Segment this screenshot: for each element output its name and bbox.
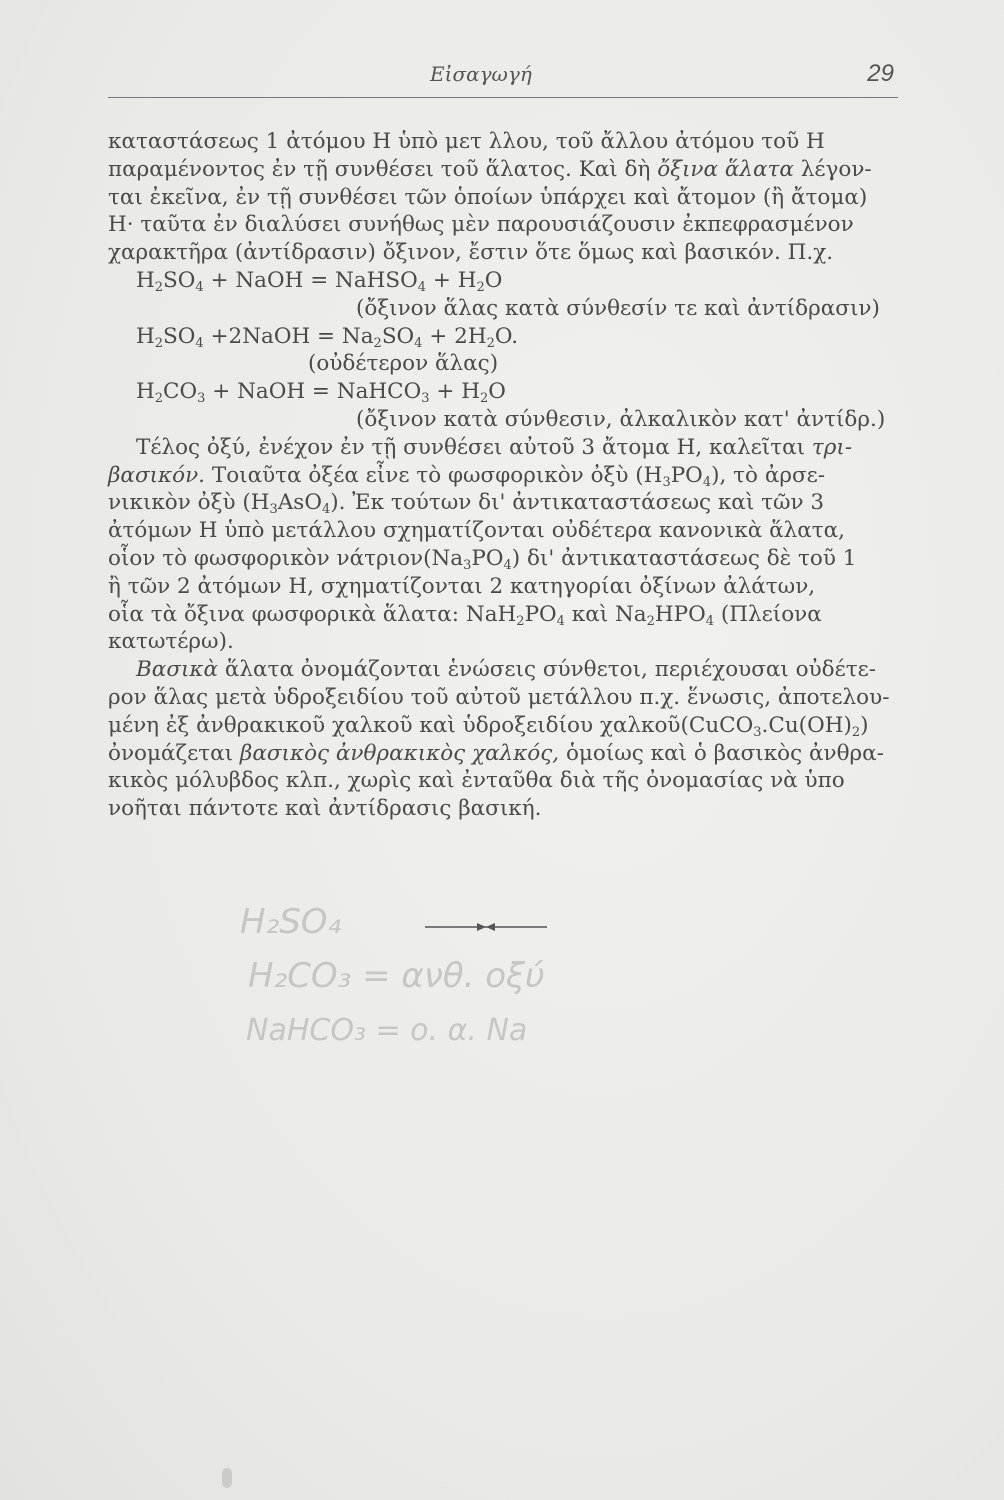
handwritten-annotation <box>240 895 600 1055</box>
text-line: κικὸς μόλυβδος κλπ., χωρὶς καὶ ἐνταῦθα διὰ τῆς ὀνομασίας νὰ ὑπο <box>108 768 845 794</box>
text-line: Η· ταῦτα ἐν διαλύσει συνήθως μὲν παρουσιάζουσιν ἐκπεφρασμένον <box>108 212 854 238</box>
handwriting-line-3: NaHCO₃ = ο. α. Na <box>246 1013 528 1048</box>
body-text <box>108 128 898 823</box>
text-line: ἢ τῶν 2 ἀτόμων Η, σχηματίζονται 2 κατηγορίαι ὀξίνων ἀλάτων, <box>108 573 816 599</box>
equation-1-note: (ὄξινον ἅλας κατὰ σύνθεσίν τε καὶ ἀντίδρασιν) <box>356 295 880 321</box>
header-title: Εἰσαγωγή <box>430 62 532 86</box>
equation-2-note: (οὐδέτερον ἅλας) <box>308 351 499 377</box>
text-line: νοῆται πάντοτε καὶ ἀντίδρασις βασική. <box>108 796 542 822</box>
text-line: οἷον τὸ φωσφορικὸν $\nu ά\tau\rho\iota o\nu(Na_3PO_4)$ δι' ἀντικαταστάσεως δὲ τοῦ 1 <box>108 545 857 573</box>
text-line: κατωτέρω). <box>108 629 234 655</box>
text-line: νικικὸν ὀξὺ $(H_3AsO_4)$. Ἐκ τούτων δι' ἀντικαταστάσεως καὶ τῶν 3 <box>108 490 825 518</box>
page-number: 29 <box>867 60 894 87</box>
text-line: ὀνομάζεται βασικὸς ἀνθρακικὸς χαλκός, ὁμοίως καὶ ὁ βασικὸς ἀνθρα- <box>108 740 884 766</box>
text-line: οἷα τὰ ὄξινα φωσφορικὰ ἅλατα: $NaH_2PO_4$ καὶ $Na_2HPO_4$ (Πλείονα <box>108 601 822 629</box>
running-header <box>108 62 894 92</box>
text-line: παραμένοντος ἐν τῇ συνθέσει τοῦ ἅλατος. Καὶ δὴ ὄξινα ἅλατα λέγον- <box>108 156 872 182</box>
equation-1: $H_2SO_4$ + NaOH = NaHSO$_4$ + $H_2O$ <box>136 267 503 295</box>
equation-3-note: (ὄξινον κατὰ σύνθεσιν, ἀλκαλικὸν κατ' ἀντίδρ.) <box>356 406 886 432</box>
text-line: ἀτόμων Η ὑπὸ μετάλλου σχηματίζονται οὐδέτερα κανονικὰ ἅλατα, <box>108 518 845 544</box>
header-rule <box>108 97 898 98</box>
text-line: ται ἐκεῖνα, ἐν τῇ συνθέσει τῶν ὁποίων ὑπάρχει καὶ ἄτομον (ἢ ἄτομα) <box>108 184 868 210</box>
text-line: βασικόν. Τοιαῦτα ὀξέα εἶνε τὸ φωσφορικὸν ὀξὺ $(H_3PO_4)$, τὸ ἀρσε- <box>108 462 826 490</box>
text-line: χαρακτῆρα (ἀντίδρασιν) ὄξινον, ἔστιν ὅτε ὅμως καὶ βασικόν. Π.χ. <box>108 240 834 266</box>
text-line: Τέλος ὀξύ, ἐνέχον ἐν τῇ συνθέσει αὐτοῦ 3 ἄτομα Η, καλεῖται τρι- <box>136 434 853 460</box>
handwriting-line-1: H₂SO₄ <box>240 902 342 942</box>
text-line: καταστάσεως 1 ἀτόμου Η ὑπὸ μετ λλου, τοῦ ἄλλου ἀτόμου τοῦ Η <box>108 129 825 154</box>
equation-3: $H_2CO_3$ + NaOH = NaHCO$_3$ + $H_2O$ <box>136 379 506 407</box>
text-line: ρον ἅλας μετὰ ὑδροξειδίου τοῦ αὐτοῦ μετάλλου π.χ. ἕνωσις, ἀποτελου- <box>108 684 890 710</box>
equation-2: $H_2SO_4$ +2NaOH = $Na_2SO_4 + 2H_2O$. <box>136 323 519 351</box>
page-smudge <box>222 1468 232 1488</box>
handwriting-line-2: H₂CO₃ = ανθ. οξύ <box>248 956 545 996</box>
text-line: μένη ἐξ ἀνθρακικοῦ χαλκοῦ καὶ ὑδροξειδίου $\chi\alpha\lambda\kappa oῦ(CuCO_3.Cu(OH)_2)$ <box>108 712 869 740</box>
text-line: Βασικὰ ἅλατα ὀνομάζονται ἑνώσεις σύνθετοι, περιέχουσαι οὐδέτε- <box>136 657 877 683</box>
